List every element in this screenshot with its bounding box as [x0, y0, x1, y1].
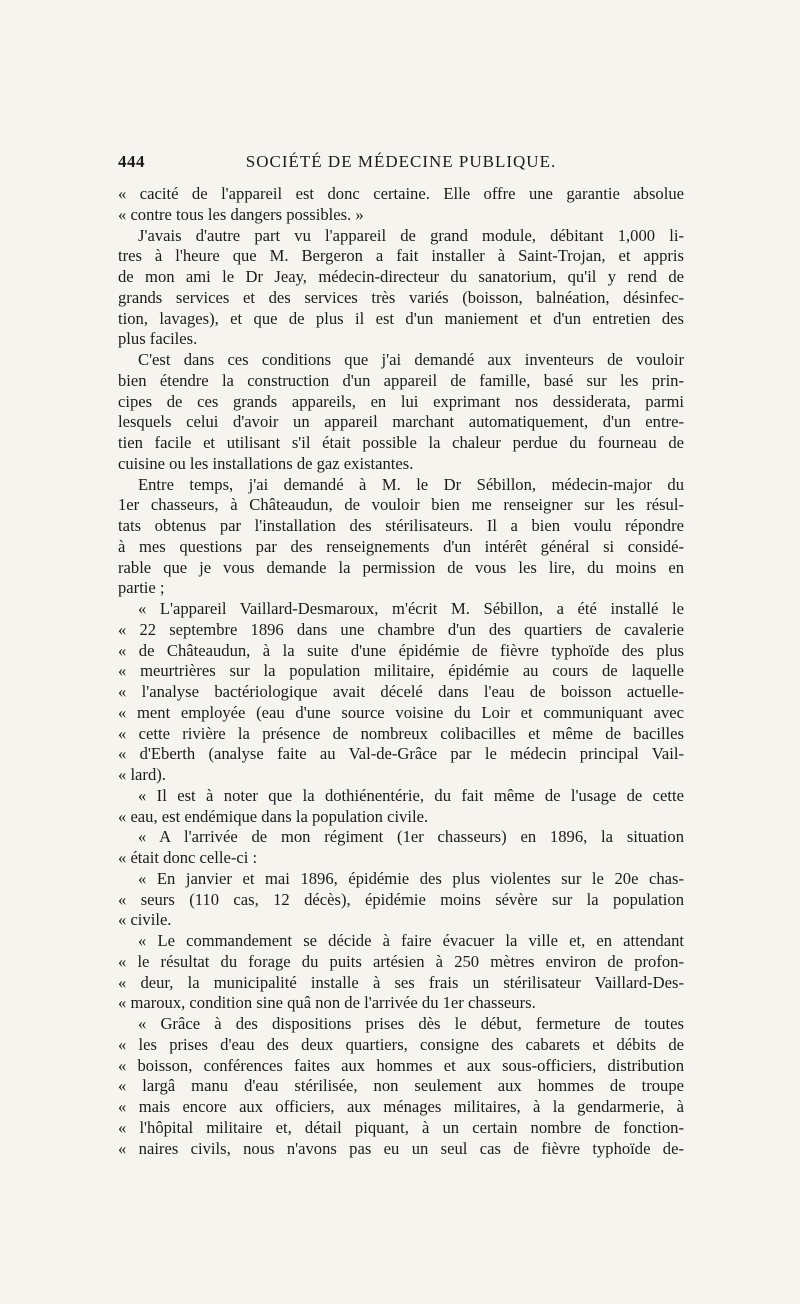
text-line: « de Châteaudun, à la suite d'une épidémie de fièvre typhoïde des plus: [118, 640, 684, 660]
text-line: « ment employée (eau d'une source voisine du Loir et communiquant avec: [118, 702, 684, 722]
text-line: « était donc celle-ci :: [118, 848, 258, 867]
text-line: « seurs (110 cas, 12 décès), épidémie moins sévère sur la population: [118, 889, 684, 909]
text-line: « naires civils, nous n'avons pas eu un seul cas de fièvre typhoïde de-: [118, 1138, 684, 1158]
text-line: « deur, la municipalité installe à ses frais un stérilisateur Vaillard-Des-: [118, 972, 684, 992]
text-line: « maroux, condition sine quâ non de l'arrivée du 1er chasseurs.: [118, 993, 536, 1013]
text-line: cipes de ces grands appareils, en lui exprimant nos dessiderata, parmi: [118, 391, 684, 411]
text-line: « cette rivière la présence de nombreux colibacilles et même de bacilles: [118, 723, 684, 743]
text-line: « eau, est endémique dans la population civile.: [118, 806, 429, 826]
text-line: « d'Eberth (analyse faite au Val-de-Grâce par le médecin principal Vail-: [118, 744, 684, 764]
text-line: cuisine ou les installations de gaz existantes.: [118, 453, 414, 473]
text-line: « lard).: [118, 765, 166, 784]
text-line: tion, lavages), et que de plus il est d'un maniement et d'un entretien des: [118, 308, 684, 328]
text-line: partie ;: [118, 578, 165, 598]
text-line: « boisson, conférences faites aux hommes et aux sous-officiers, distribution: [118, 1055, 684, 1075]
text-line: « meurtrières sur la population militaire, épidémie au cours de laquelle: [118, 661, 684, 681]
text-line: « les prises d'eau des deux quartiers, consigne des cabarets et débits de: [118, 1034, 684, 1054]
page-header: [118, 152, 684, 180]
text-line: lesquels celui d'avoir un appareil marchant automatiquement, d'un entre-: [118, 412, 684, 432]
text-line: 1er chasseurs, à Châteaudun, de vouloir bien me renseigner sur les résul-: [118, 495, 684, 515]
text-line: Entre temps, j'ai demandé à M. le Dr Sébillon, médecin-major du: [138, 474, 684, 494]
text-line: « le résultat du forage du puits artésien à 250 mètres environ de profon-: [118, 951, 684, 971]
text-line: tres à l'heure que M. Bergeron a fait installer à Saint-Trojan, et appris: [118, 246, 684, 266]
text-line: J'avais d'autre part vu l'appareil de grand module, débitant 1,000 li-: [138, 225, 684, 245]
text-line: rable que je vous demande la permission de vous les lire, du moins en: [118, 557, 684, 577]
text-line: C'est dans ces conditions que j'ai demandé aux inventeurs de vouloir: [138, 350, 684, 369]
text-line: bien étendre la construction d'un appareil de famille, basé sur les prin-: [118, 370, 684, 390]
text-line: « cacité de l'appareil est donc certaine. Elle offre une garantie absolue: [118, 184, 684, 203]
text-line: tats obtenus par l'installation des stérilisateurs. Il a bien voulu répondre: [118, 516, 684, 535]
text-line: « l'hôpital militaire et, détail piquant, à un certain nombre de fonction-: [118, 1117, 684, 1137]
text-line: « 22 septembre 1896 dans une chambre d'un des quartiers de cavalerie: [118, 619, 684, 639]
text-line: « largâ manu d'eau stérilisée, non seulement aux hommes de troupe: [118, 1076, 684, 1096]
text-line: « L'appareil Vaillard-Desmaroux, m'écrit M. Sébillon, a été installé le: [138, 599, 684, 618]
text-line: « civile.: [118, 910, 172, 930]
page-number: 444: [118, 152, 145, 171]
text-line: à mes questions par des renseignements d'un intérêt général si considé-: [118, 536, 684, 556]
text-line: « Le commandement se décide à faire évacuer la ville et, en attendant: [138, 931, 684, 950]
text-line: « contre tous les dangers possibles. »: [118, 204, 364, 224]
text-line: « A l'arrivée de mon régiment (1er chasseurs) en 1896, la situation: [138, 827, 684, 847]
text-line: tien facile et utilisant s'il était possible la chaleur perdue du fourneau de: [118, 433, 684, 452]
text-line: « mais encore aux officiers, aux ménages militaires, à la gendarmerie, à: [118, 1097, 684, 1116]
text-line: « En janvier et mai 1896, épidémie des plus violentes sur le 20e chas-: [138, 868, 684, 888]
text-line: de mon ami le Dr Jeay, médecin-directeur du sanatorium, qu'il y rend de: [118, 267, 684, 286]
text-line: grands services et des services très variés (boisson, balnéation, désinfec-: [118, 287, 684, 307]
text-line: plus faciles.: [118, 329, 198, 349]
text-line: « Il est à noter que la dothiénentérie, du fait même de l'usage de cette: [138, 785, 684, 805]
running-title: SOCIÉTÉ DE MÉDECINE PUBLIQUE.: [245, 152, 557, 171]
text-line: « l'analyse bactériologique avait décelé dans l'eau de boisson actuelle-: [118, 682, 684, 701]
text-line: « Grâce à des dispositions prises dès le début, fermeture de toutes: [138, 1014, 684, 1033]
body-text: [118, 184, 684, 1159]
